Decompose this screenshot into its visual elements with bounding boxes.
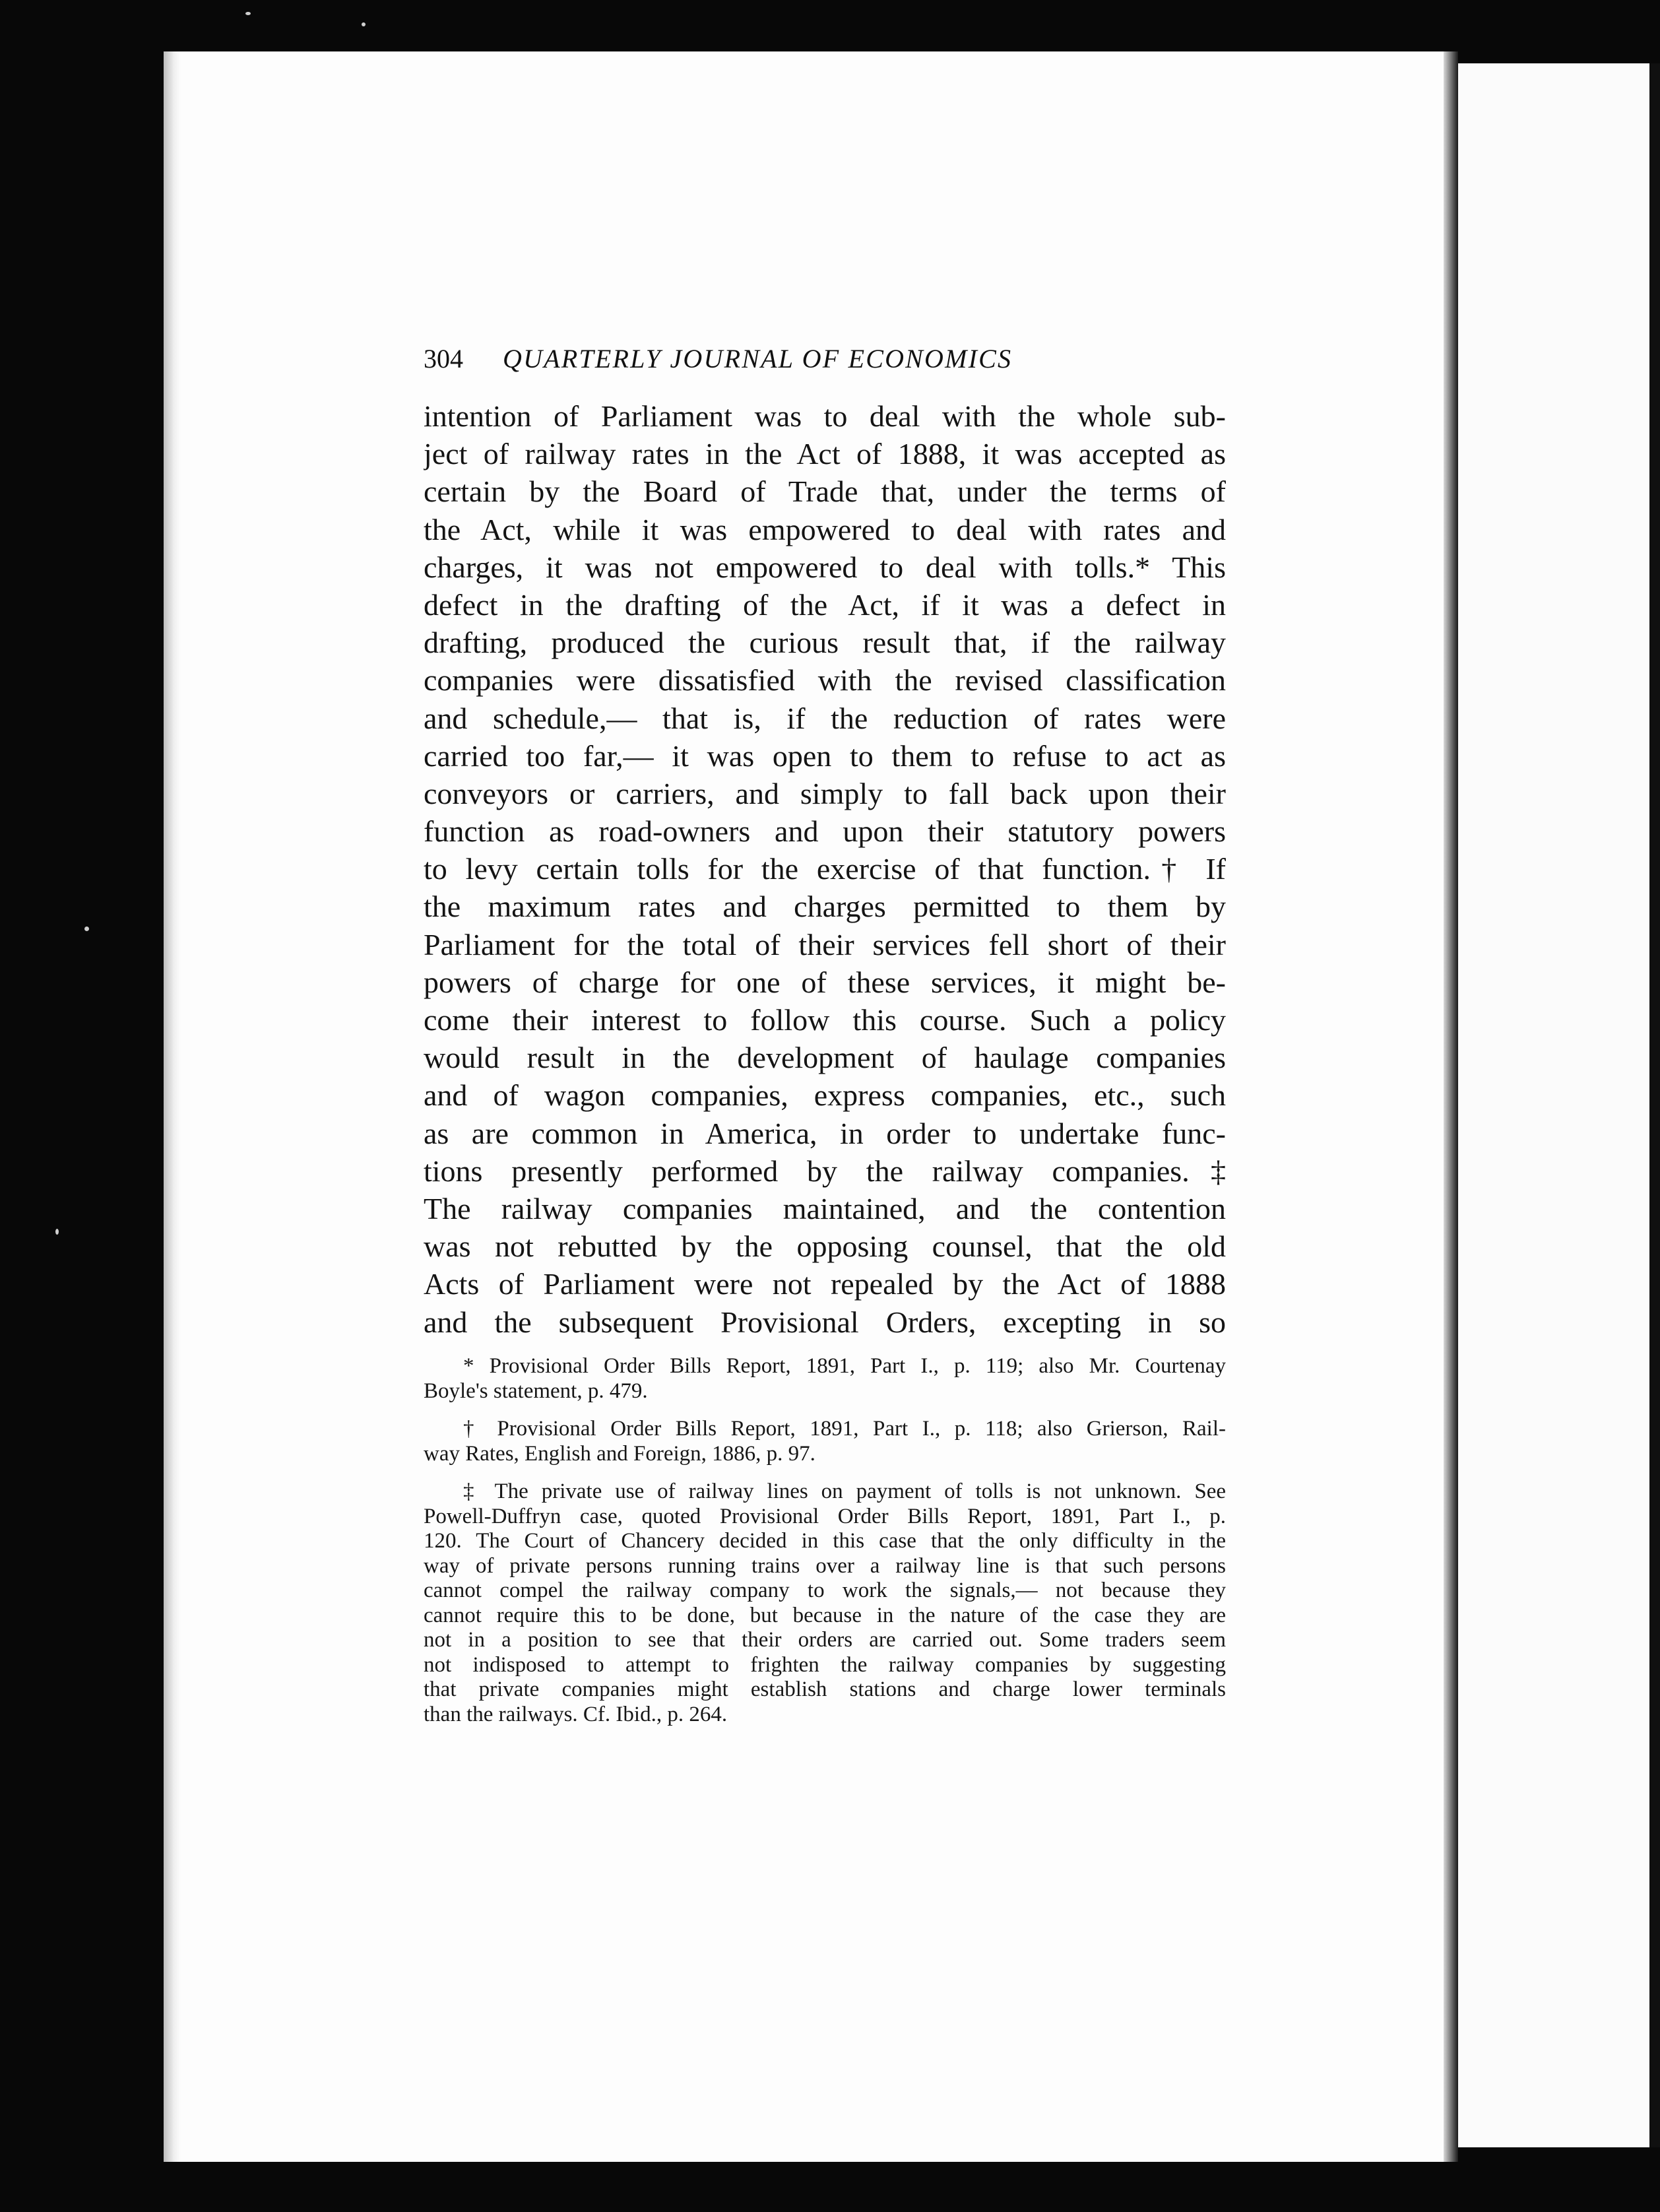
- body-line: intention of Parliament was to deal with the whole sub-: [424, 399, 1226, 433]
- footnote-line: Boyle's statement, p. 479.: [424, 1379, 648, 1403]
- footnote-line: that private companies might establish stations and charge lower terminals: [424, 1677, 1226, 1701]
- page-number: 304: [424, 344, 463, 374]
- body-line: powers of charge for one of these services, it might be-: [424, 965, 1226, 999]
- body-line: ject of railway rates in the Act of 1888, it was accepted as: [424, 437, 1226, 471]
- body-line: Acts of Parliament were not repealed by the Act of 1888: [424, 1267, 1226, 1301]
- running-head: [424, 339, 1226, 379]
- body-line: Parliament for the total of their services fell short of their: [424, 927, 1226, 961]
- page-edge-shadow: [164, 51, 181, 2162]
- body-line: was not rebutted by the opposing counsel, that the old: [424, 1229, 1226, 1264]
- body-line: companies were dissatisfied with the revised classification: [424, 663, 1226, 698]
- body-line: certain by the Board of Trade that, under the terms of: [424, 474, 1226, 509]
- scan-speck: [55, 1229, 59, 1235]
- footnote-line: not in a position to see that their orders are carried out. Some traders seem: [424, 1628, 1226, 1652]
- footnote-line: 120. The Court of Chancery decided in this case that the only difficulty in the: [424, 1529, 1226, 1553]
- scan-speck: [245, 12, 251, 15]
- body-text: [424, 397, 1226, 1341]
- facing-page-edge: [1649, 63, 1660, 2147]
- body-line: and schedule,— that is, if the reduction of rates were: [424, 701, 1226, 735]
- footnote: [424, 1480, 1226, 1727]
- body-line: drafting, produced the curious result that, if the railway: [424, 626, 1226, 660]
- footnote-line: Powell-Duffryn case, quoted Provisional Order Bills Report, 1891, Part I., p.: [424, 1504, 1226, 1528]
- footnote: [424, 1354, 1226, 1404]
- body-line: tions presently performed by the railway companies.‡: [424, 1154, 1226, 1188]
- scan-speck: [362, 22, 366, 26]
- scan-speck: [84, 927, 89, 931]
- body-line: as are common in America, in order to undertake func-: [424, 1116, 1226, 1150]
- body-line: charges, it was not empowered to deal with tolls.* This: [424, 550, 1226, 584]
- body-line: carried too far,— it was open to them to refuse to act as: [424, 738, 1226, 773]
- body-line: to levy certain tolls for the exercise of that function.† If: [424, 852, 1226, 886]
- body-line: conveyors or carriers, and simply to fall back upon their: [424, 776, 1226, 810]
- body-line: and of wagon companies, express companies, etc., such: [424, 1078, 1226, 1113]
- footnote-line: way of private persons running trains over a railway line is that such persons: [424, 1553, 1226, 1578]
- footnote-line: cannot compel the railway company to work the signals,— not because they: [424, 1578, 1226, 1602]
- footnote-line: † Provisional Order Bills Report, 1891, Part I., p. 118; also Grierson, Rail-: [463, 1417, 1226, 1441]
- footnote-line: * Provisional Order Bills Report, 1891, Part I., p. 119; also Mr. Courtenay: [463, 1354, 1226, 1378]
- facing-page: [1458, 63, 1660, 2147]
- body-line: the maximum rates and charges permitted to them by: [424, 890, 1226, 924]
- footnote-line: ‡ The private use of railway lines on payment of tolls is not unknown. See: [463, 1480, 1226, 1503]
- body-line: come their interest to follow this course. Such a policy: [424, 1003, 1226, 1037]
- body-line: the Act, while it was empowered to deal with rates and: [424, 512, 1226, 546]
- body-line: function as road-owners and upon their statutory powers: [424, 814, 1226, 849]
- footnote-line: not indisposed to attempt to frighten the railway companies by suggesting: [424, 1652, 1226, 1677]
- footnote-line: cannot require this to be done, but because in the nature of the case they are: [424, 1603, 1226, 1627]
- footnote-line: than the railways. Cf. Ibid., p. 264.: [424, 1702, 728, 1726]
- body-line: The railway companies maintained, and the contention: [424, 1191, 1226, 1225]
- body-line: would result in the development of haulage companies: [424, 1041, 1226, 1075]
- journal-title: QUARTERLY JOURNAL OF ECONOMICS: [503, 344, 1013, 374]
- footnote-line: way Rates, English and Foreign, 1886, p. 97.: [424, 1441, 815, 1466]
- footnote: [424, 1417, 1226, 1466]
- book-gutter: [1444, 51, 1458, 2162]
- body-line: defect in the drafting of the Act, if it was a defect in: [424, 587, 1226, 622]
- body-line: and the subsequent Provisional Orders, excepting in so: [424, 1305, 1226, 1339]
- footnotes: [424, 1354, 1226, 1740]
